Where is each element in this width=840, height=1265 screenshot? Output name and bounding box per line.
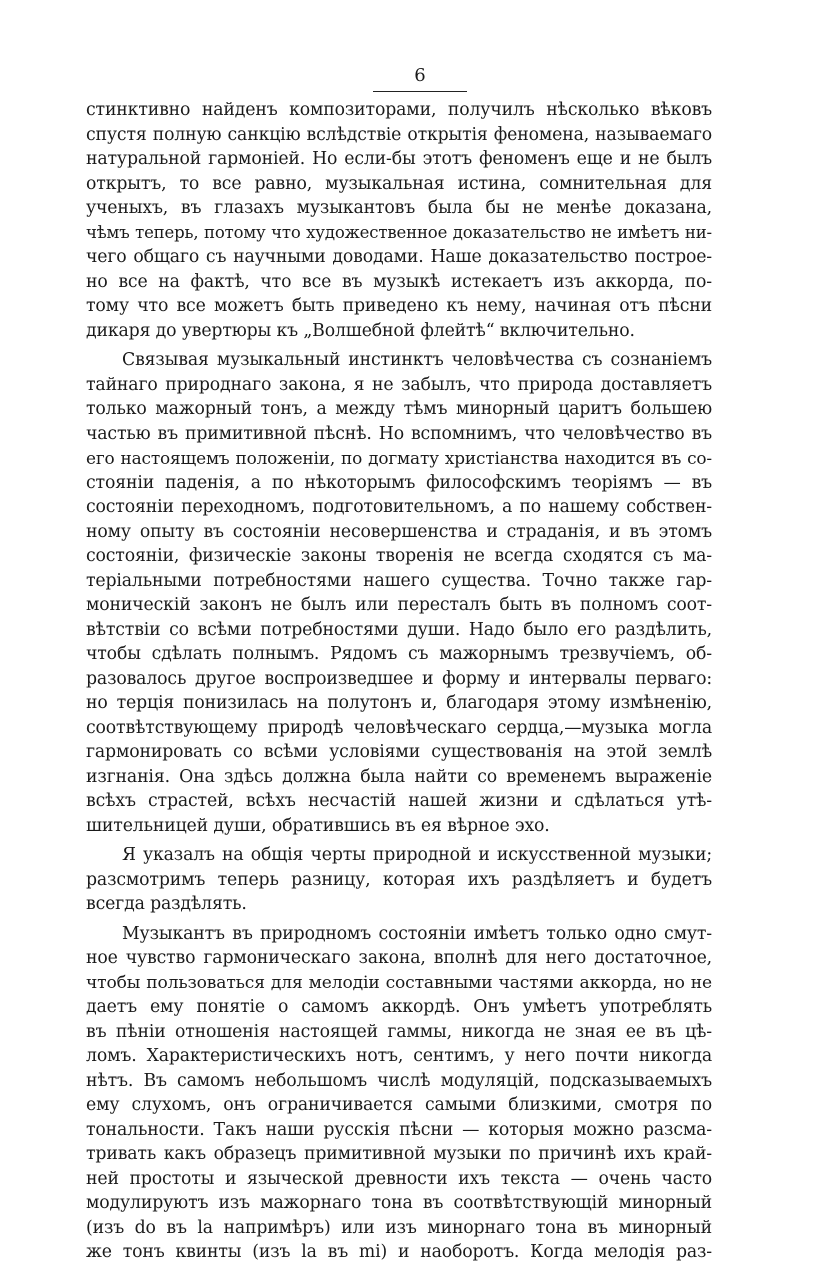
- text-line: (изъ do въ la напримѣръ) или изъ минорнаго тона въ минорный: [86, 1217, 712, 1238]
- text-line: разовалось другое воспроизведшее и форму и интервалы перваго:: [86, 668, 712, 689]
- text-line: только мажорный тонъ, а между тѣмъ минорный царитъ большею: [86, 399, 712, 419]
- body-text: [86, 98, 712, 1265]
- text-line: модулируютъ изъ мажорнаго тона въ соотвѣтствующій минорный: [86, 1193, 712, 1213]
- text-line: чтобы сдѣлать полнымъ. Рядомъ съ мажорнымъ трезвучіемъ, об-: [86, 644, 712, 664]
- text-line: разсмотримъ теперь разницу, которая ихъ раздѣляетъ и будетъ: [86, 869, 712, 890]
- text-line: но все на фактѣ, что все въ музыкѣ истекаетъ изъ аккорда, по-: [86, 271, 712, 292]
- text-line: его настоящемъ положеніи, по догмату христіанства находится въ со-: [86, 448, 712, 468]
- text-line: ней простоты и языческой древности ихъ текста — очень часто: [86, 1168, 712, 1189]
- text-line: моническій законъ не былъ или пересталъ быть въ полномъ соот-: [86, 595, 712, 615]
- text-line: состояніи, физическіе законы творенія не всегда сходятся съ ма-: [86, 546, 712, 566]
- text-line: же тонъ квинты (изъ la въ mi) и наоборотъ. Когда мелодія раз-: [86, 1242, 712, 1262]
- text-line: въ пѣніи отношенія настоящей гаммы, никогда не зная ее въ цѣ-: [86, 1021, 712, 1042]
- text-line: ученыхъ, въ глазахъ музыкантовъ была бы не менѣе доказана,: [86, 198, 712, 218]
- text-line: Связывая музыкальный инстинктъ человѣчества съ сознаніемъ: [122, 350, 712, 370]
- text-line: чѣмъ теперь, потому что художественное доказательство не имѣетъ ни-: [86, 222, 712, 242]
- text-line: дикаря до увертюры къ „Волшебной флейтѣ“ включительно.: [86, 320, 635, 341]
- text-line: вѣтствіи со всѣми потребностями души. Надо было его раздѣлить,: [86, 619, 712, 640]
- text-line: гармонировать со всѣми условіями существованія на этой землѣ: [86, 742, 712, 762]
- text-line: спустя полную санкцію вслѣдствіе открытія феномена, называемаго: [86, 124, 712, 145]
- page-number-rule: [373, 91, 467, 92]
- text-line: ному опыту въ состояніи несовершенства и страданія, и въ этомъ: [86, 521, 712, 542]
- text-line: но терція понизилась на полутонъ и, благодаря этому измѣненію,: [86, 693, 712, 713]
- text-line: чего общаго съ научными доводами. Наше доказательство построе-: [86, 247, 712, 267]
- text-line: открытъ, то все равно, музыкальная истина, сомнительная для: [86, 173, 712, 194]
- text-line: ему слухомъ, онъ ограничивается самыми близкими, смотря по: [86, 1095, 712, 1115]
- text-line: нѣтъ. Въ самомъ небольшомъ числѣ модуляцій, подсказываемыхъ: [86, 1070, 712, 1091]
- text-line: теріальными потребностями нашего существа. Точно также гар-: [86, 570, 712, 591]
- text-line: состояніи переходномъ, подготовительномъ, а по нашему собствен-: [86, 497, 712, 517]
- page-number: 6: [414, 65, 426, 86]
- paragraph-2: [86, 348, 712, 838]
- text-line: стояніи паденія, а по нѣкоторымъ философскимъ теоріямъ — въ: [86, 472, 712, 493]
- text-line: ломъ. Характеристическихъ нотъ, сентимъ, у него почти никогда: [86, 1046, 712, 1066]
- text-line: чтобы пользоваться для мелодіи составными частями аккорда, но не: [86, 972, 712, 993]
- text-line: шительницей души, обратившись въ ея вѣрное эхо.: [86, 815, 550, 836]
- text-line: натуральной гармоніей. Но если-бы этотъ феноменъ еще и не былъ: [86, 149, 712, 169]
- text-line: частью въ примитивной пѣснѣ. Но вспомнимъ, что человѣчество въ: [86, 423, 712, 444]
- text-line: Я указалъ на общія черты природной и искусственной музыки;: [122, 845, 712, 865]
- paragraph-4: [86, 922, 712, 1265]
- text-line: всѣхъ страстей, всѣхъ несчастій нашей жизни и сдѣлаться утѣ-: [86, 791, 712, 811]
- text-line: Музыкантъ въ природномъ состояніи имѣетъ только одно смут-: [122, 923, 712, 944]
- paragraph-1: [86, 98, 712, 343]
- text-line: тональности. Такъ наши русскія пѣсни — которыя можно разсма-: [86, 1119, 712, 1140]
- text-line: стинктивно найденъ композиторами, получилъ нѣсколько вѣковъ: [86, 100, 712, 120]
- text-line: соотвѣтствующему природѣ человѣческаго сердца,—музыка могла: [86, 717, 712, 738]
- text-line: тайнаго природнаго закона, я не забылъ, что природа доставляетъ: [86, 374, 712, 395]
- paragraph-3: [86, 843, 712, 917]
- text-line: тому что все можетъ быть приведено къ нему, начиная отъ пѣсни: [86, 296, 712, 316]
- text-line: тривать какъ образецъ примитивной музыки по причинѣ ихъ край-: [86, 1144, 712, 1164]
- text-line: даетъ ему понятіе о самомъ аккордѣ. Онъ умѣетъ употреблять: [86, 997, 712, 1017]
- text-line: ное чувство гармоническаго закона, вполнѣ для него достаточное,: [86, 948, 712, 968]
- text-line: изгнанія. Она здѣсь должна была найти со временемъ выраженіе: [86, 766, 712, 787]
- text-line: всегда раздѣлять.: [86, 894, 247, 914]
